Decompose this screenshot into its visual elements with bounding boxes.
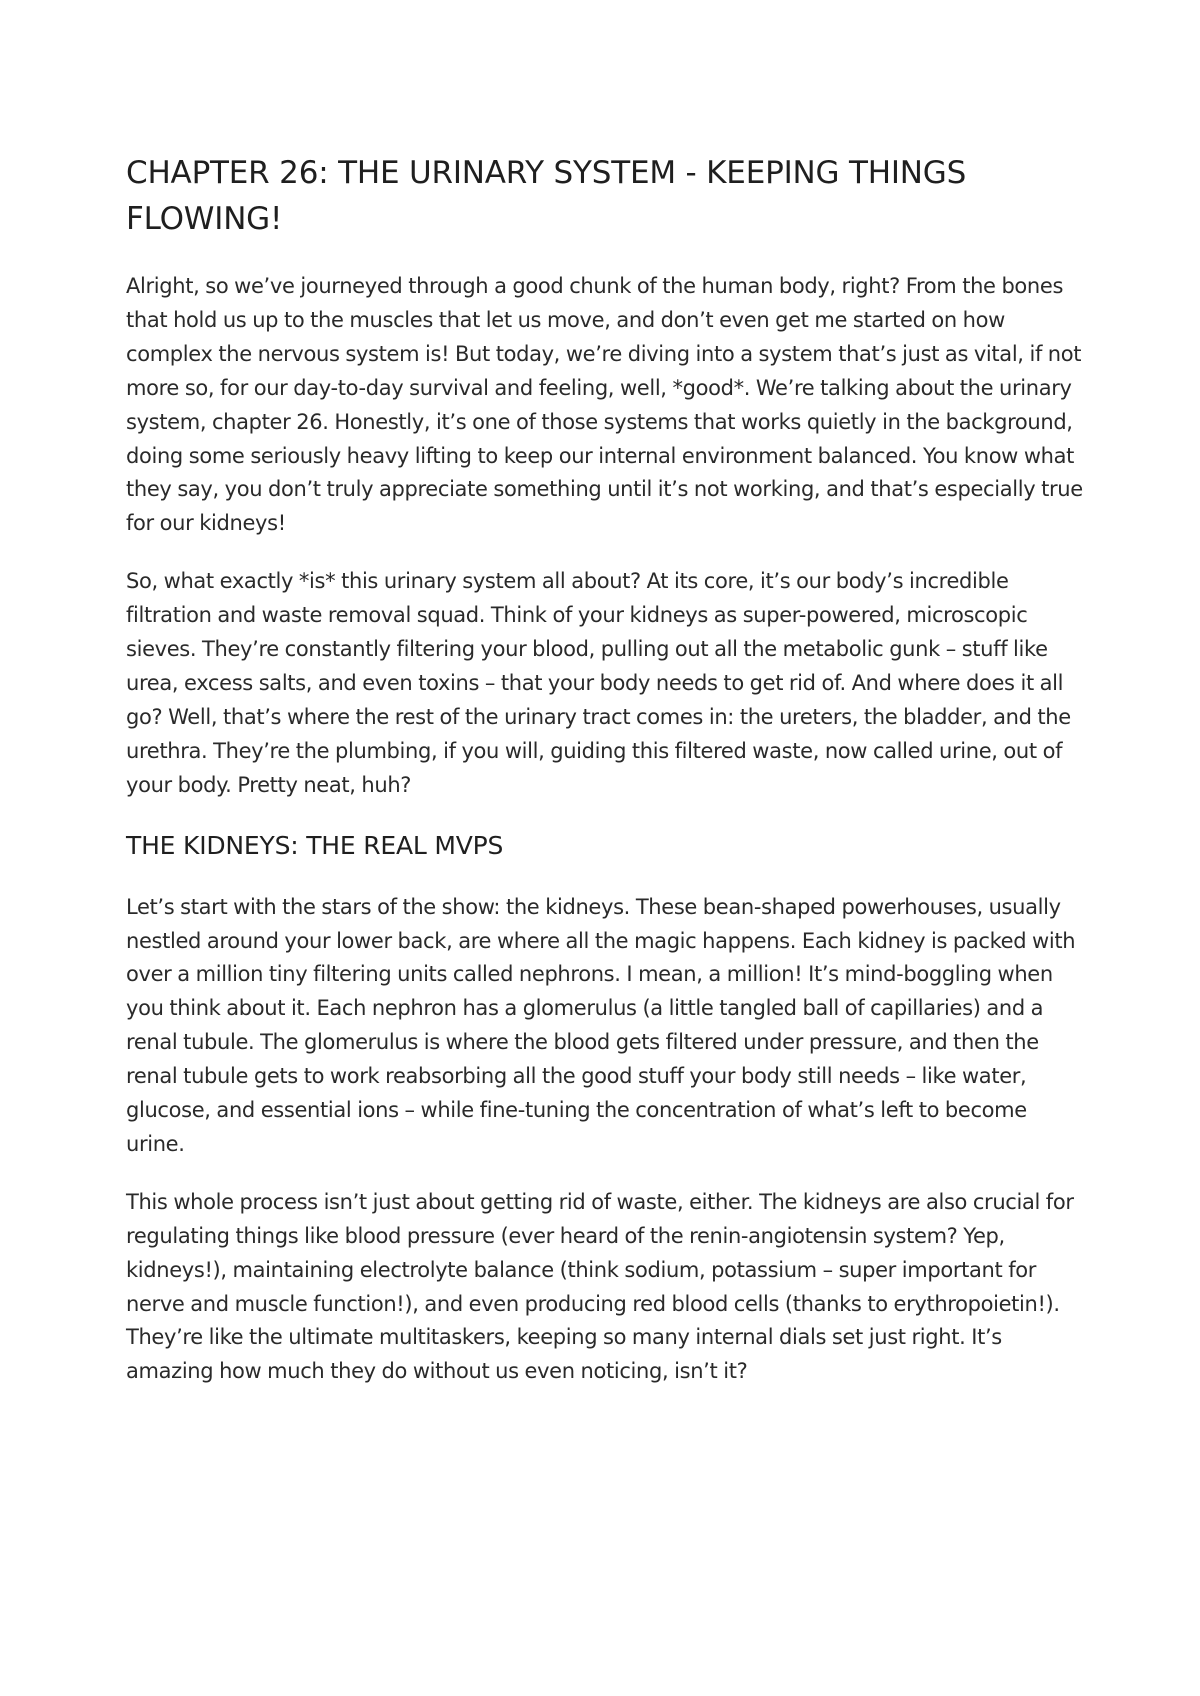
section-heading: THE KIDNEYS: THE REAL MVPS [126, 830, 504, 860]
section-paragraph-2: This whole process isn’t just about getting rid of waste, either. The kidneys are also crucial for regulating things like blood pressure (ever heard of the renin-angiotensin system? Yep, kidneys!), maintaining electrolyte balance (think sodium, potassium – super important for nerve and muscle function!), and even producing red blood cells (thanks to erythropoietin!). They’re like the ultimate multitaskers, keeping so many internal dials set just right. It’s amazing how much they do without us even noticing, isn’t it? [126, 1189, 1074, 1384]
section-paragraph-1: Let’s start with the stars of the show: the kidneys. These bean-shaped powerhouses, usually nestled around your lower back, are where all the magic happens. Each kidney is packed with over a million tiny filtering units called nephrons. I mean, a million! It’s mind-boggling when you think about it. Each nephron has a glomerulus (a little tangled ball of capillaries) and a renal tubule. The glomerulus is where the blood gets filtered under pressure, and then the renal tubule gets to work reabsorbing all the good stuff your body still needs – like water, glucose, and essential ions – while fine-tuning the concentration of what’s left to become urine. [126, 894, 1076, 1156]
intro-paragraph-2: So, what exactly *is* this urinary system all about? At its core, it’s our body’s incredible filtration and waste removal squad. Think of your kidneys as super-powered, microscopic sieves. They’re constantly filtering your blood, pulling out all the metabolic gunk – stuff like urea, excess salts, and even toxins – that your body needs to get rid of. And where does it all go? Well, that’s where the rest of the urinary tract comes in: the ureters, the bladder, and the urethra. They’re the plumbing, if you will, guiding this filtered waste, now called urine, out of your body. Pretty neat, huh? [126, 569, 1071, 797]
intro-paragraph-1: Alright, so we’ve journeyed through a good chunk of the human body, right? From the bones that hold us up to the muscles that let us move, and don’t even get me started on how complex the nervous system is! But today, we’re diving into a system that’s just as vital, if not more so, for our day-to-day survival and feeling, well, *good*. We’re talking about the urinary system, chapter 26. Honestly, it’s one of those systems that works quietly in the background, doing some seriously heavy lifting to keep our internal environment balanced. You know what they say, you don’t truly appreciate something until it’s not working, and that’s especially true for our kidneys! [126, 274, 1083, 536]
chapter-title: CHAPTER 26: THE URINARY SYSTEM - KEEPING THINGS FLOWING! [126, 155, 967, 237]
document-page [126, 150, 1086, 1413]
